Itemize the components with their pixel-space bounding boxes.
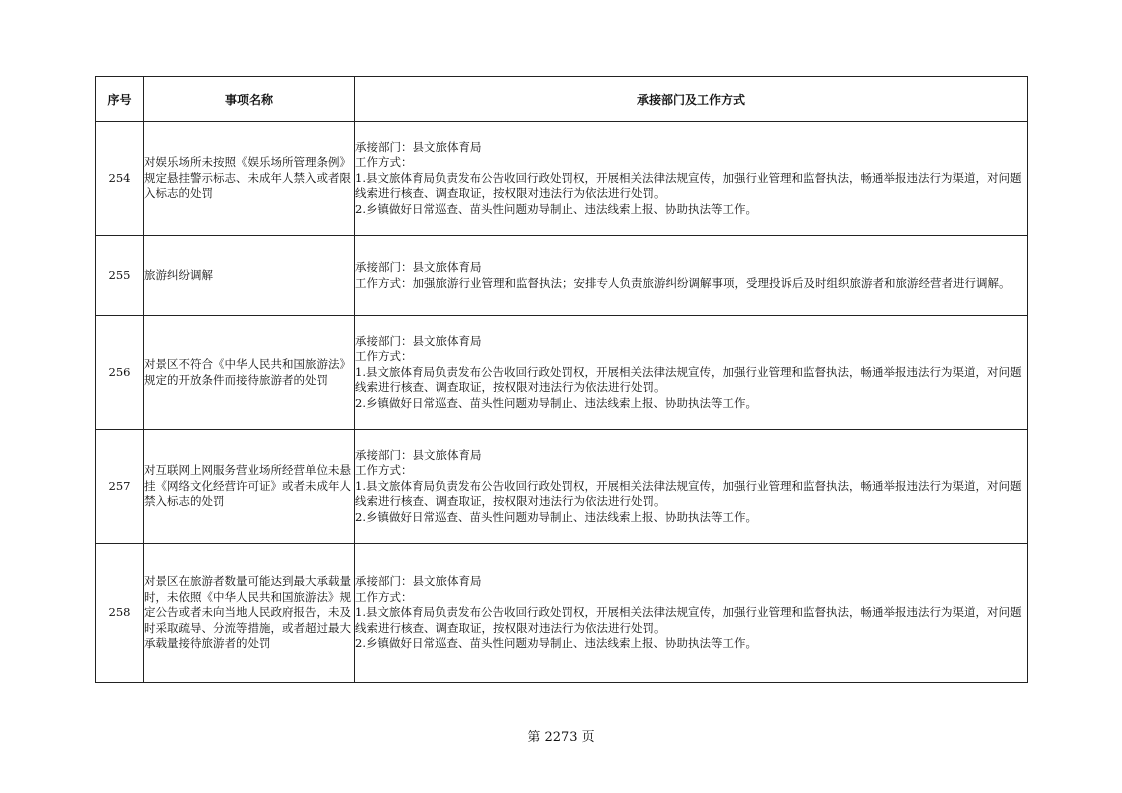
item-name <box>144 236 355 316</box>
item-name-text: 对景区在旅游者数量可能达到最大承载量时，未依照《中华人民共和国旅游法》规定公告或者未向当地人民政府报告，未及时采取疏导、分流等措施，或者超过最大承载量接待旅游者的处罚 <box>144 574 351 651</box>
table-row <box>96 430 1028 544</box>
dept-line: 1.县文旅体育局负责发布公告收回行政处罚权，开展相关法律法规宣传，加强行业管理和监督执法，畅通举报违法行为渠道，对问题线索进行核查、调查取证，按权限对违法行为依法进行处罚。 <box>355 478 1022 509</box>
dept-line: 工作方式： <box>355 155 413 170</box>
row-number: 258 <box>96 544 144 683</box>
item-name-text: 对互联网上网服务营业场所经营单位未悬挂《网络文化经营许可证》或者未成年人禁入标志的处罚 <box>144 463 351 509</box>
table-row <box>96 122 1028 236</box>
dept-line: 1.县文旅体育局负责发布公告收回行政处罚权，开展相关法律法规宣传，加强行业管理和监督执法，畅通举报违法行为渠道，对问题线索进行核查、调查取证，按权限对违法行为依法进行处罚。 <box>355 170 1022 201</box>
table-row <box>96 544 1028 683</box>
dept-line: 工作方式：加强旅游行业管理和监督执法；安排专人负责旅游纠纷调解事项，受理投诉后及时组织旅游者和旅游经营者进行调解。 <box>355 275 1011 290</box>
item-name <box>144 122 355 236</box>
dept-line: 1.县文旅体育局负责发布公告收回行政处罚权，开展相关法律法规宣传，加强行业管理和监督执法，畅通举报违法行为渠道，对问题线索进行核查、调查取证，按权限对违法行为依法进行处罚。 <box>355 364 1022 395</box>
row-number: 256 <box>96 316 144 430</box>
header-num: 序号 <box>96 77 144 122</box>
item-name-text: 对娱乐场所未按照《娱乐场所管理条例》规定悬挂警示标志、未成年人禁入或者限入标志的处罚 <box>144 155 351 201</box>
row-number: 257 <box>96 430 144 544</box>
header-name: 事项名称 <box>144 77 355 122</box>
dept-line: 1.县文旅体育局负责发布公告收回行政处罚权，开展相关法律法规宣传，加强行业管理和监督执法，畅通举报违法行为渠道，对问题线索进行核查、调查取证，按权限对违法行为依法进行处罚。 <box>355 605 1022 635</box>
item-name-text: 旅游纠纷调解 <box>144 267 213 282</box>
item-name <box>144 544 355 683</box>
item-name-text: 对景区不符合《中华人民共和国旅游法》规定的开放条件而接待旅游者的处罚 <box>144 357 351 387</box>
dept-line: 承接部门：县文旅体育局 <box>355 333 482 348</box>
dept-method <box>355 122 1028 236</box>
dept-method <box>355 316 1028 430</box>
dept-method <box>355 236 1028 316</box>
row-number: 255 <box>96 236 144 316</box>
page-number: 第 2273 页 <box>527 730 595 745</box>
table-row <box>96 316 1028 430</box>
row-number: 254 <box>96 122 144 236</box>
dept-line: 2.乡镇做好日常巡查、苗头性问题劝导制止、违法线索上报、协助执法等工作。 <box>355 201 757 216</box>
dept-line: 2.乡镇做好日常巡查、苗头性问题劝导制止、违法线索上报、协助执法等工作。 <box>355 636 757 651</box>
dept-line: 工作方式： <box>355 463 413 478</box>
dept-line: 工作方式： <box>355 349 413 364</box>
dept-method <box>355 430 1028 544</box>
header-dept: 承接部门及工作方式 <box>355 77 1028 122</box>
dept-line: 工作方式： <box>355 589 413 604</box>
dept-line: 承接部门：县文旅体育局 <box>355 139 482 154</box>
data-table <box>95 76 1028 683</box>
dept-line: 2.乡镇做好日常巡查、苗头性问题劝导制止、违法线索上报、协助执法等工作。 <box>355 509 757 524</box>
item-name <box>144 316 355 430</box>
table-row <box>96 236 1028 316</box>
dept-line: 承接部门：县文旅体育局 <box>355 260 482 274</box>
dept-line: 2.乡镇做好日常巡查、苗头性问题劝导制止、违法线索上报、协助执法等工作。 <box>355 395 757 410</box>
dept-method <box>355 544 1028 683</box>
dept-line: 承接部门：县文旅体育局 <box>355 447 482 462</box>
item-name <box>144 430 355 544</box>
dept-line: 承接部门：县文旅体育局 <box>355 574 482 589</box>
header-row <box>96 77 1028 122</box>
